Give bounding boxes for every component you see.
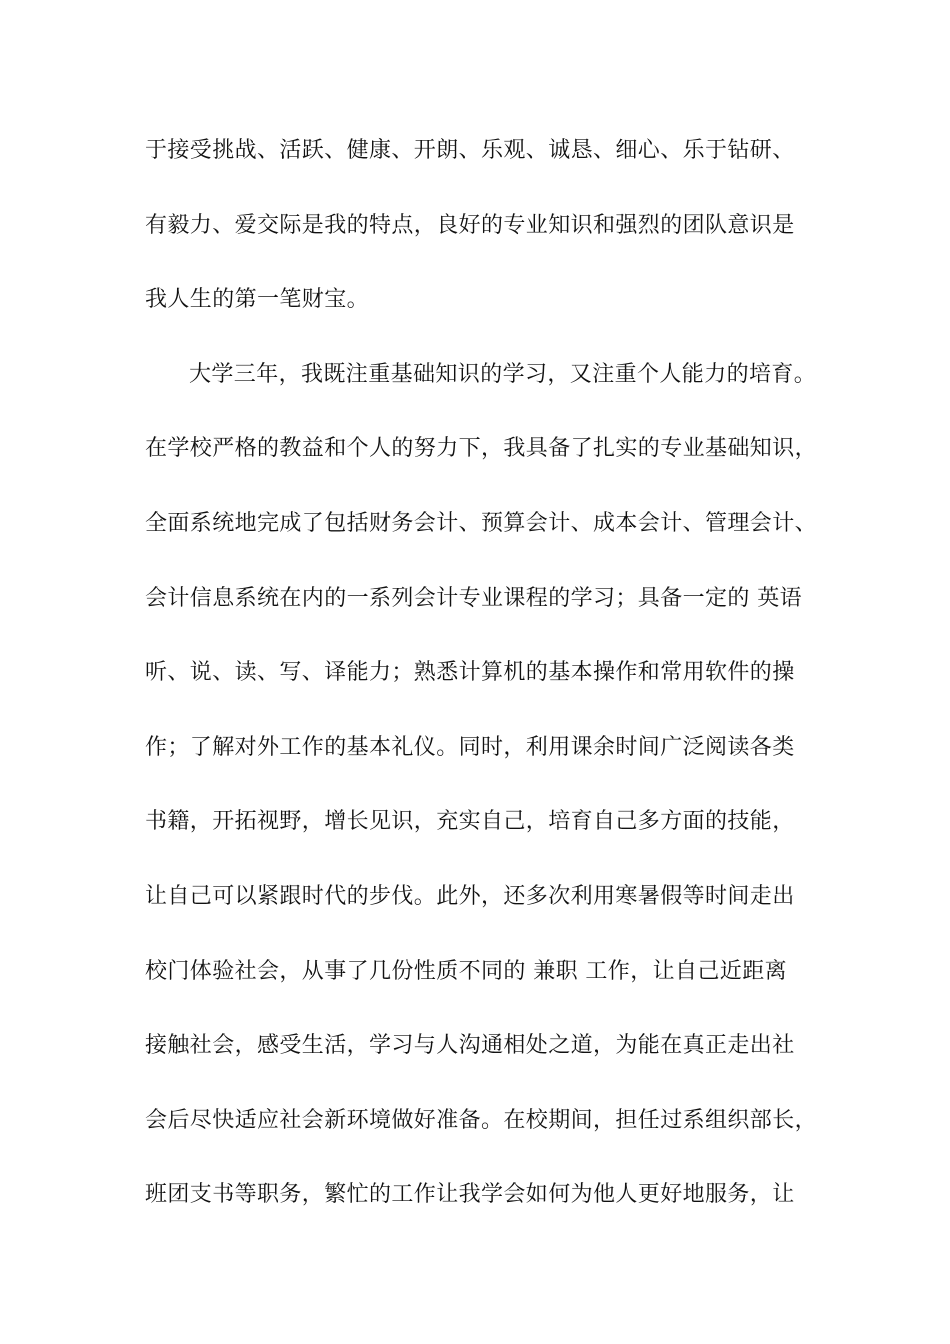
text-line: 在学校严格的教益和个人的努力下，我具备了扎实的专业基础知识， [145,436,818,462]
text-line: 听、说、读、写、译能力；熟悉计算机的基本操作和常用软件的操 [145,660,795,686]
text-line: 会计信息系统在内的一系列会计专业课程的学习；具备一定的 英语 [145,585,802,611]
text-line: 班团支书等职务，繁忙的工作让我学会如何为他人更好地服务，让 [145,1182,795,1208]
text-line: 我人生的第一笔财宝。 [145,287,370,313]
text-line: 作；了解对外工作的基本礼仪。同时，利用课余时间广泛阅读各类 [145,734,795,760]
body-text [145,129,845,1248]
text-line: 书籍，开拓视野，增长见识，充实自己，培育自己多方面的技能， [145,809,795,835]
paragraph-first-line: 大学三年，我既注重基础知识的学习，又注重个人能力的培育。 [189,361,817,387]
text-line: 全面系统地完成了包括财务会计、预算会计、成本会计、管理会计、 [145,510,818,536]
text-line: 有毅力、爱交际是我的特点，良好的专业知识和强烈的团队意识是 [145,212,795,238]
text-line: 会后尽快适应社会新环境做好准备。在校期间，担任过系组织部长， [145,1107,818,1133]
text-line: 让自己可以紧跟时代的步伐。此外，还多次利用寒暑假等时间走出 [145,883,795,909]
text-line: 接触社会，感受生活，学习与人沟通相处之道，为能在真正走出社 [145,1033,795,1059]
text-line: 于接受挑战、活跃、健康、开朗、乐观、诚恳、细心、乐于钻研、 [145,138,795,163]
text-line: 校门体验社会，从事了几份性质不同的 兼职 工作，让自己近距离 [145,958,787,984]
